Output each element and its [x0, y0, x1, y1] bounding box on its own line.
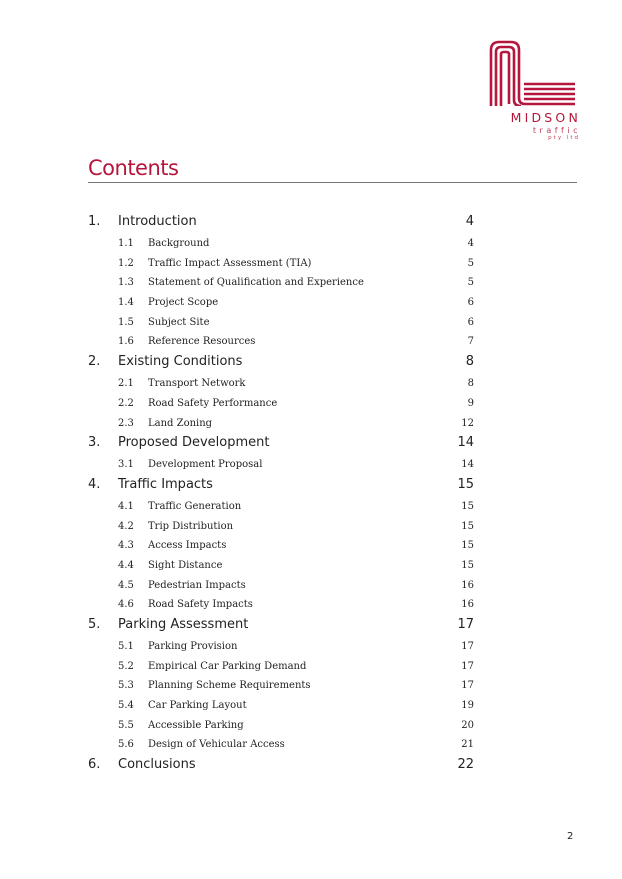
toc-section-label: Existing Conditions — [118, 354, 243, 370]
toc-section-row[interactable] — [88, 475, 474, 495]
toc-subsection-row[interactable] — [88, 332, 474, 352]
toc-subsection-row[interactable] — [88, 254, 474, 274]
toc-section-number: 2. — [88, 354, 101, 370]
toc-section-page: 14 — [457, 435, 474, 451]
title-divider — [88, 182, 577, 183]
toc-subsection-row[interactable] — [88, 517, 474, 537]
toc-subsection-page: 9 — [467, 397, 474, 409]
page-number: 2 — [567, 831, 574, 842]
toc-subsection-label: Road Safety Performance — [148, 397, 278, 409]
page-title: Contents — [88, 156, 179, 180]
toc-subsection-row[interactable] — [88, 293, 474, 313]
toc-subsection-label: Land Zoning — [148, 417, 213, 429]
toc-subsection-label: Accessible Parking — [148, 719, 244, 731]
toc-subsection-label: Access Impacts — [148, 540, 227, 552]
toc-subsection-number: 1.4 — [118, 297, 134, 309]
toc-subsection-row[interactable] — [88, 676, 474, 696]
toc-subsection-page: 17 — [461, 641, 474, 652]
toc-subsection-page: 16 — [461, 579, 474, 591]
toc-section-row[interactable] — [88, 755, 474, 775]
toc-subsection-label: Reference Resources — [148, 336, 256, 348]
brand-tagline: traffic — [532, 126, 581, 135]
toc-subsection-row[interactable] — [88, 735, 474, 755]
toc-subsection-row[interactable] — [88, 657, 474, 677]
toc-subsection-row[interactable] — [88, 595, 474, 615]
toc-subsection-row[interactable] — [88, 637, 474, 657]
toc-subsection-number: 5.1 — [118, 641, 134, 652]
toc-subsection-row[interactable] — [88, 716, 474, 736]
toc-section-number: 4. — [88, 476, 101, 492]
toc-subsection-row[interactable] — [88, 696, 474, 716]
toc-subsection-page: 17 — [461, 660, 474, 672]
toc-subsection-page: 15 — [461, 559, 474, 571]
toc-subsection-row[interactable] — [88, 234, 474, 254]
toc-subsection-number: 2.2 — [118, 397, 134, 409]
toc-section-page: 17 — [457, 617, 474, 632]
toc-section-label: Conclusions — [118, 757, 196, 773]
toc-subsection-label: Pedestrian Impacts — [148, 579, 246, 591]
toc-subsection-label: Empirical Car Parking Demand — [148, 660, 307, 672]
toc-subsection-label: Planning Scheme Requirements — [148, 680, 311, 692]
toc-subsection-page: 6 — [467, 297, 474, 309]
toc-subsection-page: 14 — [461, 459, 474, 471]
toc-subsection-page: 15 — [461, 520, 474, 532]
toc-subsection-page: 5 — [467, 277, 474, 289]
toc-subsection-number: 1.1 — [118, 238, 134, 249]
toc-subsection-page: 16 — [461, 599, 474, 611]
toc-subsection-page: 7 — [467, 336, 474, 348]
toc-subsection-page: 21 — [461, 739, 474, 751]
toc-subsection-row[interactable] — [88, 497, 474, 517]
toc-section-row[interactable] — [88, 352, 474, 372]
toc-subsection-page: 15 — [461, 540, 474, 552]
toc-subsection-label: Trip Distribution — [148, 520, 234, 532]
toc-subsection-number: 3.1 — [118, 459, 134, 471]
brand-wordmark — [488, 110, 581, 141]
toc-subsection-number: 2.3 — [118, 417, 134, 429]
toc-subsection-label: Subject Site — [148, 316, 210, 328]
toc-subsection-label: Car Parking Layout — [148, 700, 247, 712]
toc-subsection-page: 17 — [461, 680, 474, 692]
toc-subsection-label: Project Scope — [148, 297, 219, 309]
toc-section-page: 4 — [465, 214, 474, 229]
toc-subsection-row[interactable] — [88, 273, 474, 293]
brand-tagline-small: pty ltd — [548, 135, 580, 141]
toc-subsection-number: 4.3 — [118, 540, 134, 552]
brand-name: MIDSON — [510, 110, 581, 125]
toc-subsection-number: 1.3 — [118, 277, 134, 289]
toc-subsection-label: Road Safety Impacts — [148, 599, 253, 611]
toc-subsection-row[interactable] — [88, 455, 474, 475]
toc-subsection-page: 4 — [467, 238, 474, 249]
toc-section-label: Parking Assessment — [118, 617, 249, 632]
toc-subsection-number: 4.5 — [118, 579, 134, 591]
toc-subsection-row[interactable] — [88, 394, 474, 414]
toc-subsection-label: Design of Vehicular Access — [148, 739, 285, 751]
toc-subsection-number: 5.6 — [118, 739, 134, 751]
toc-subsection-page: 8 — [467, 378, 474, 390]
toc-subsection-label: Traffic Impact Assessment (TIA) — [148, 257, 312, 269]
toc-subsection-page: 12 — [461, 417, 474, 429]
toc-section-number: 6. — [88, 757, 101, 773]
toc-subsection-row[interactable] — [88, 536, 474, 556]
toc-section-page: 22 — [457, 757, 474, 773]
toc-subsection-label: Statement of Qualification and Experience — [148, 277, 364, 289]
midson-logo-mark — [489, 40, 575, 106]
toc-subsection-number: 4.6 — [118, 599, 134, 611]
toc-subsection-page: 5 — [467, 257, 474, 269]
toc-subsection-number: 4.2 — [118, 520, 134, 532]
toc-section-page: 8 — [465, 354, 474, 370]
toc-subsection-number: 1.6 — [118, 336, 134, 348]
toc-section-number: 1. — [88, 214, 101, 229]
toc-subsection-label: Background — [148, 238, 210, 249]
toc-subsection-label: Traffic Generation — [148, 500, 242, 512]
toc-section-label: Traffic Impacts — [118, 476, 213, 492]
toc-subsection-number: 5.2 — [118, 660, 134, 672]
toc-subsection-number: 5.5 — [118, 719, 134, 731]
toc-subsection-row[interactable] — [88, 313, 474, 333]
toc-subsection-number: 4.1 — [118, 500, 134, 512]
toc-subsection-label: Parking Provision — [148, 641, 238, 652]
toc-subsection-page: 19 — [461, 700, 474, 712]
toc-section-page: 15 — [457, 476, 474, 492]
toc-subsection-number: 1.5 — [118, 316, 134, 328]
toc-subsection-number: 2.1 — [118, 378, 134, 390]
toc-section-number: 5. — [88, 617, 101, 632]
toc-subsection-page: 6 — [467, 316, 474, 328]
toc-subsection-number: 4.4 — [118, 559, 134, 571]
toc-subsection-label: Transport Network — [148, 378, 246, 390]
toc-subsection-row[interactable] — [88, 556, 474, 576]
toc-subsection-number: 1.2 — [118, 257, 134, 269]
toc-subsection-number: 5.4 — [118, 700, 134, 712]
toc-subsection-number: 5.3 — [118, 680, 134, 692]
toc-subsection-row[interactable] — [88, 414, 474, 434]
toc-section-number: 3. — [88, 435, 101, 451]
toc-section-row[interactable] — [88, 615, 474, 635]
toc-subsection-label: Development Proposal — [148, 459, 263, 471]
toc-subsection-row[interactable] — [88, 374, 474, 394]
toc-section-label: Introduction — [118, 214, 197, 229]
toc-section-row[interactable] — [88, 212, 474, 232]
toc-subsection-page: 15 — [461, 500, 474, 512]
toc-subsection-row[interactable] — [88, 576, 474, 596]
table-of-contents — [88, 212, 474, 777]
toc-subsection-page: 20 — [461, 719, 474, 731]
toc-subsection-label: Sight Distance — [148, 559, 223, 571]
toc-section-label: Proposed Development — [118, 435, 270, 451]
toc-section-row[interactable] — [88, 433, 474, 453]
